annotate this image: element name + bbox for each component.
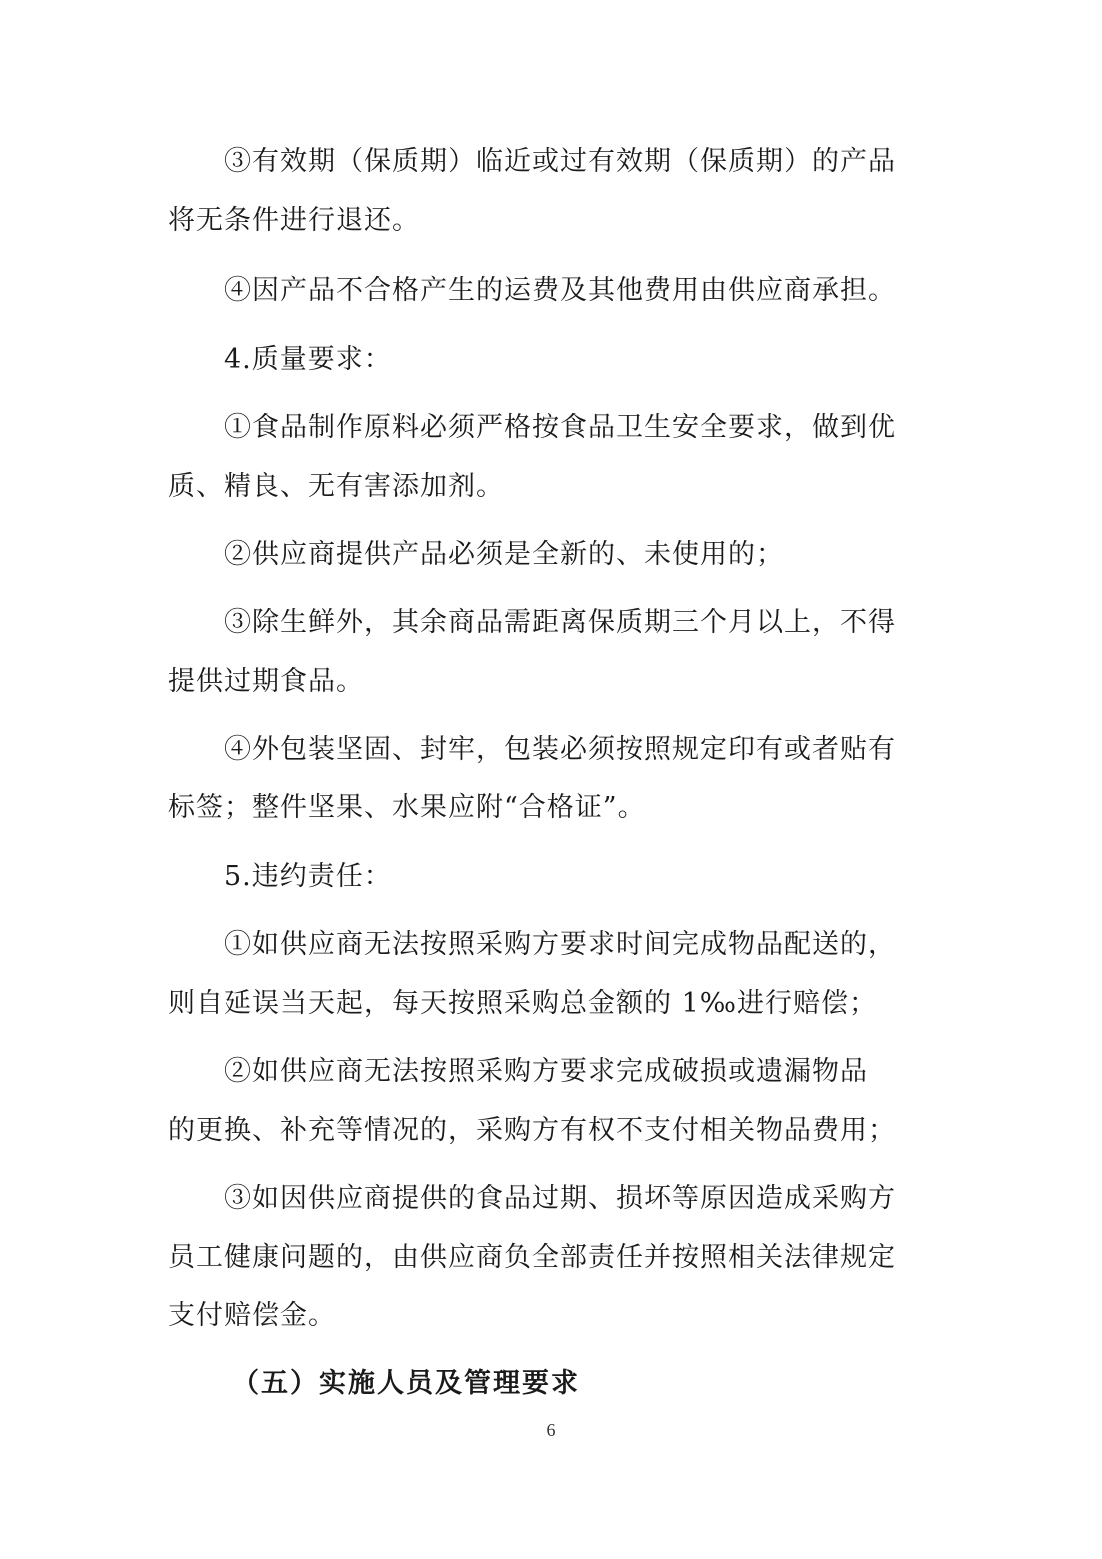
paragraph-line: ①食品制作原料必须严格按食品卫生安全要求，做到优 xyxy=(224,412,896,443)
page-number: 6 xyxy=(546,1420,556,1440)
section-heading: （五）实施人员及管理要求 xyxy=(232,1368,580,1399)
paragraph-line: 提供过期食品。 xyxy=(168,666,364,697)
paragraph-line: ③除生鲜外，其余商品需距离保质期三个月以上，不得 xyxy=(224,607,896,638)
paragraph-line: 的更换、补充等情况的，采购方有权不支付相关物品费用； xyxy=(168,1115,896,1146)
paragraph-line: ①如供应商无法按照采购方要求时间完成物品配送的， xyxy=(224,929,896,960)
paragraph-line: ③有效期（保质期）临近或过有效期（保质期）的产品 xyxy=(224,146,896,177)
paragraph-line: 质、精良、无有害添加剂。 xyxy=(168,471,504,502)
paragraph-line: ③如因供应商提供的食品过期、损坏等原因造成采购方 xyxy=(224,1183,896,1214)
paragraph-line: ④外包装坚固、封牢，包装必须按照规定印有或者贴有 xyxy=(224,734,896,765)
paragraph-line: 员工健康问题的，由供应商负全部责任并按照相关法律规定 xyxy=(168,1242,896,1273)
subsection-title: 4.质量要求： xyxy=(224,344,392,375)
subsection-title: 5.违约责任： xyxy=(224,861,392,892)
paragraph-line: 将无条件进行退还。 xyxy=(168,205,420,236)
paragraph-line: 则自延误当天起，每天按照采购总金额的 1‰进行赔偿； xyxy=(168,988,877,1019)
paragraph-line: 支付赔偿金。 xyxy=(168,1300,336,1331)
paragraph-line: ②供应商提供产品必须是全新的、未使用的； xyxy=(224,539,784,570)
paragraph-line: ②如供应商无法按照采购方要求完成破损或遗漏物品 xyxy=(224,1056,868,1087)
paragraph-line: 标签；整件坚果、水果应附“合格证”。 xyxy=(168,792,646,823)
paragraph-line: ④因产品不合格产生的运费及其他费用由供应商承担。 xyxy=(224,275,896,306)
